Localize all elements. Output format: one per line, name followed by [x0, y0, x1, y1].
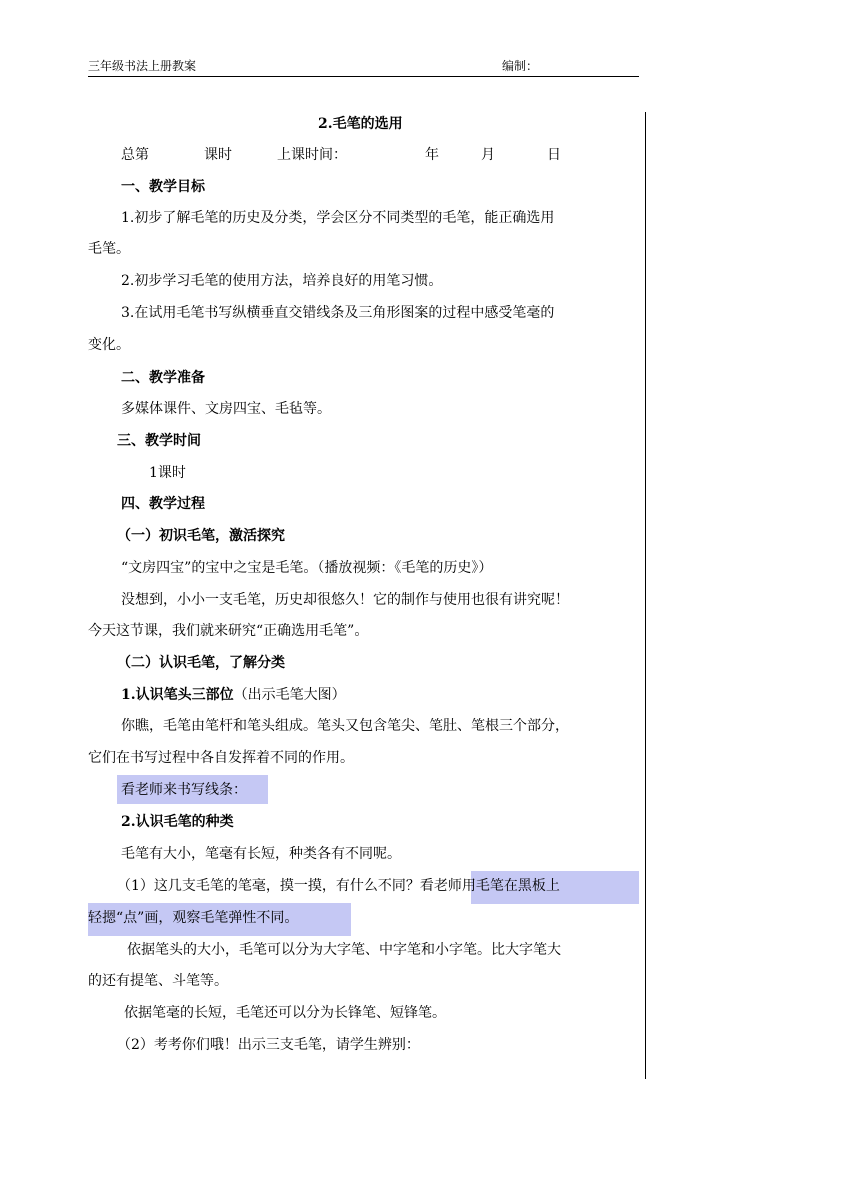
subheading-brush-types: 2.认识毛笔的种类	[121, 814, 234, 830]
subheading-brush-head-bold: 1.认识笔头三部位	[121, 687, 234, 703]
goal-3-line-1: 3.在试用毛笔书写纵横垂直交错线条及三角形图案的过程中感受笔毫的	[121, 305, 555, 321]
length-classification: 依据笔毫的长短，毛笔还可以分为长锋笔、短锋笔。	[124, 1005, 446, 1021]
lesson-title: 2.毛笔的选用	[318, 116, 403, 132]
process-part-1-heading: （一）初识毛笔，激活探究	[117, 528, 285, 544]
brush-parts-text-a: 你瞧，毛笔由笔杆和笔头组成。笔头又包含笔尖、笔肚、笔根三个部分，	[121, 718, 569, 734]
size-classification-b: 的还有提笔、斗笔等。	[88, 973, 228, 989]
process-part-1-text-2a: 没想到，小小一支毛笔，历史却很悠久！它的制作与使用也很有讲究呢！	[121, 592, 569, 608]
right-margin-line	[645, 112, 646, 1079]
header-editor-label: 编制：	[502, 59, 539, 73]
question-1-highlight-line-2: 轻摁“点”画，观察毛笔弹性不同。	[88, 910, 299, 926]
brush-parts-text-b: 它们在书写过程中各自发挥着不同的作用。	[88, 750, 354, 766]
date-year-label: 年	[425, 147, 439, 163]
section-heading-time: 三、教学时间	[117, 433, 201, 449]
goal-1-line-2: 毛笔。	[88, 241, 130, 257]
goal-1-line-1: 1.初步了解毛笔的历史及分类，学会区分不同类型的毛笔，能正确选用	[121, 210, 555, 226]
question-2: （2）考考你们哦！出示三支毛笔，请学生辨别：	[117, 1037, 420, 1053]
process-part-2-heading: （二）认识毛笔，了解分类	[117, 655, 285, 671]
header-course-title: 三年级书法上册教案	[88, 59, 197, 73]
section-heading-goals: 一、教学目标	[121, 179, 205, 195]
subheading-brush-head	[121, 685, 346, 705]
section-heading-preparation: 二、教学准备	[121, 370, 205, 386]
process-part-1-text-2b: 今天这节课，我们就来研究“正确选用毛笔”。	[88, 623, 369, 639]
date-day-label: 日	[547, 147, 561, 163]
highlighted-demo-lines: 看老师来书写线条：	[121, 782, 247, 798]
date-month-label: 月	[481, 147, 495, 163]
date-period-label: 课时	[204, 147, 232, 163]
preparation-text: 多媒体课件、文房四宝、毛毡等。	[121, 401, 331, 417]
subheading-brush-head-note: （出示毛笔大图）	[233, 687, 346, 703]
time-text: 1课时	[149, 465, 186, 481]
section-heading-process: 四、教学过程	[121, 496, 205, 512]
process-part-1-text-1: “文房四宝”的宝中之宝是毛笔。（播放视频：《毛笔的历史》）	[121, 560, 493, 576]
date-total-label: 总第	[121, 147, 149, 163]
brush-types-intro: 毛笔有大小，笔毫有长短，种类各有不同呢。	[121, 846, 401, 862]
question-1-text: （1）这几支毛笔的笔毫，摸一摸，有什么不同？	[117, 878, 420, 894]
question-1-highlight: 看老师用毛笔在黑板上	[419, 878, 560, 894]
date-class-time-label: 上课时间：	[277, 147, 347, 163]
goal-2: 2.初步学习毛笔的使用方法，培养良好的用笔习惯。	[121, 273, 443, 289]
question-1-line-1	[117, 876, 560, 896]
goal-3-line-2: 变化。	[88, 337, 130, 353]
size-classification-a: 依据笔头的大小，毛笔可以分为大字笔、中字笔和小字笔。比大字笔大	[127, 942, 561, 958]
page-header	[88, 56, 639, 77]
